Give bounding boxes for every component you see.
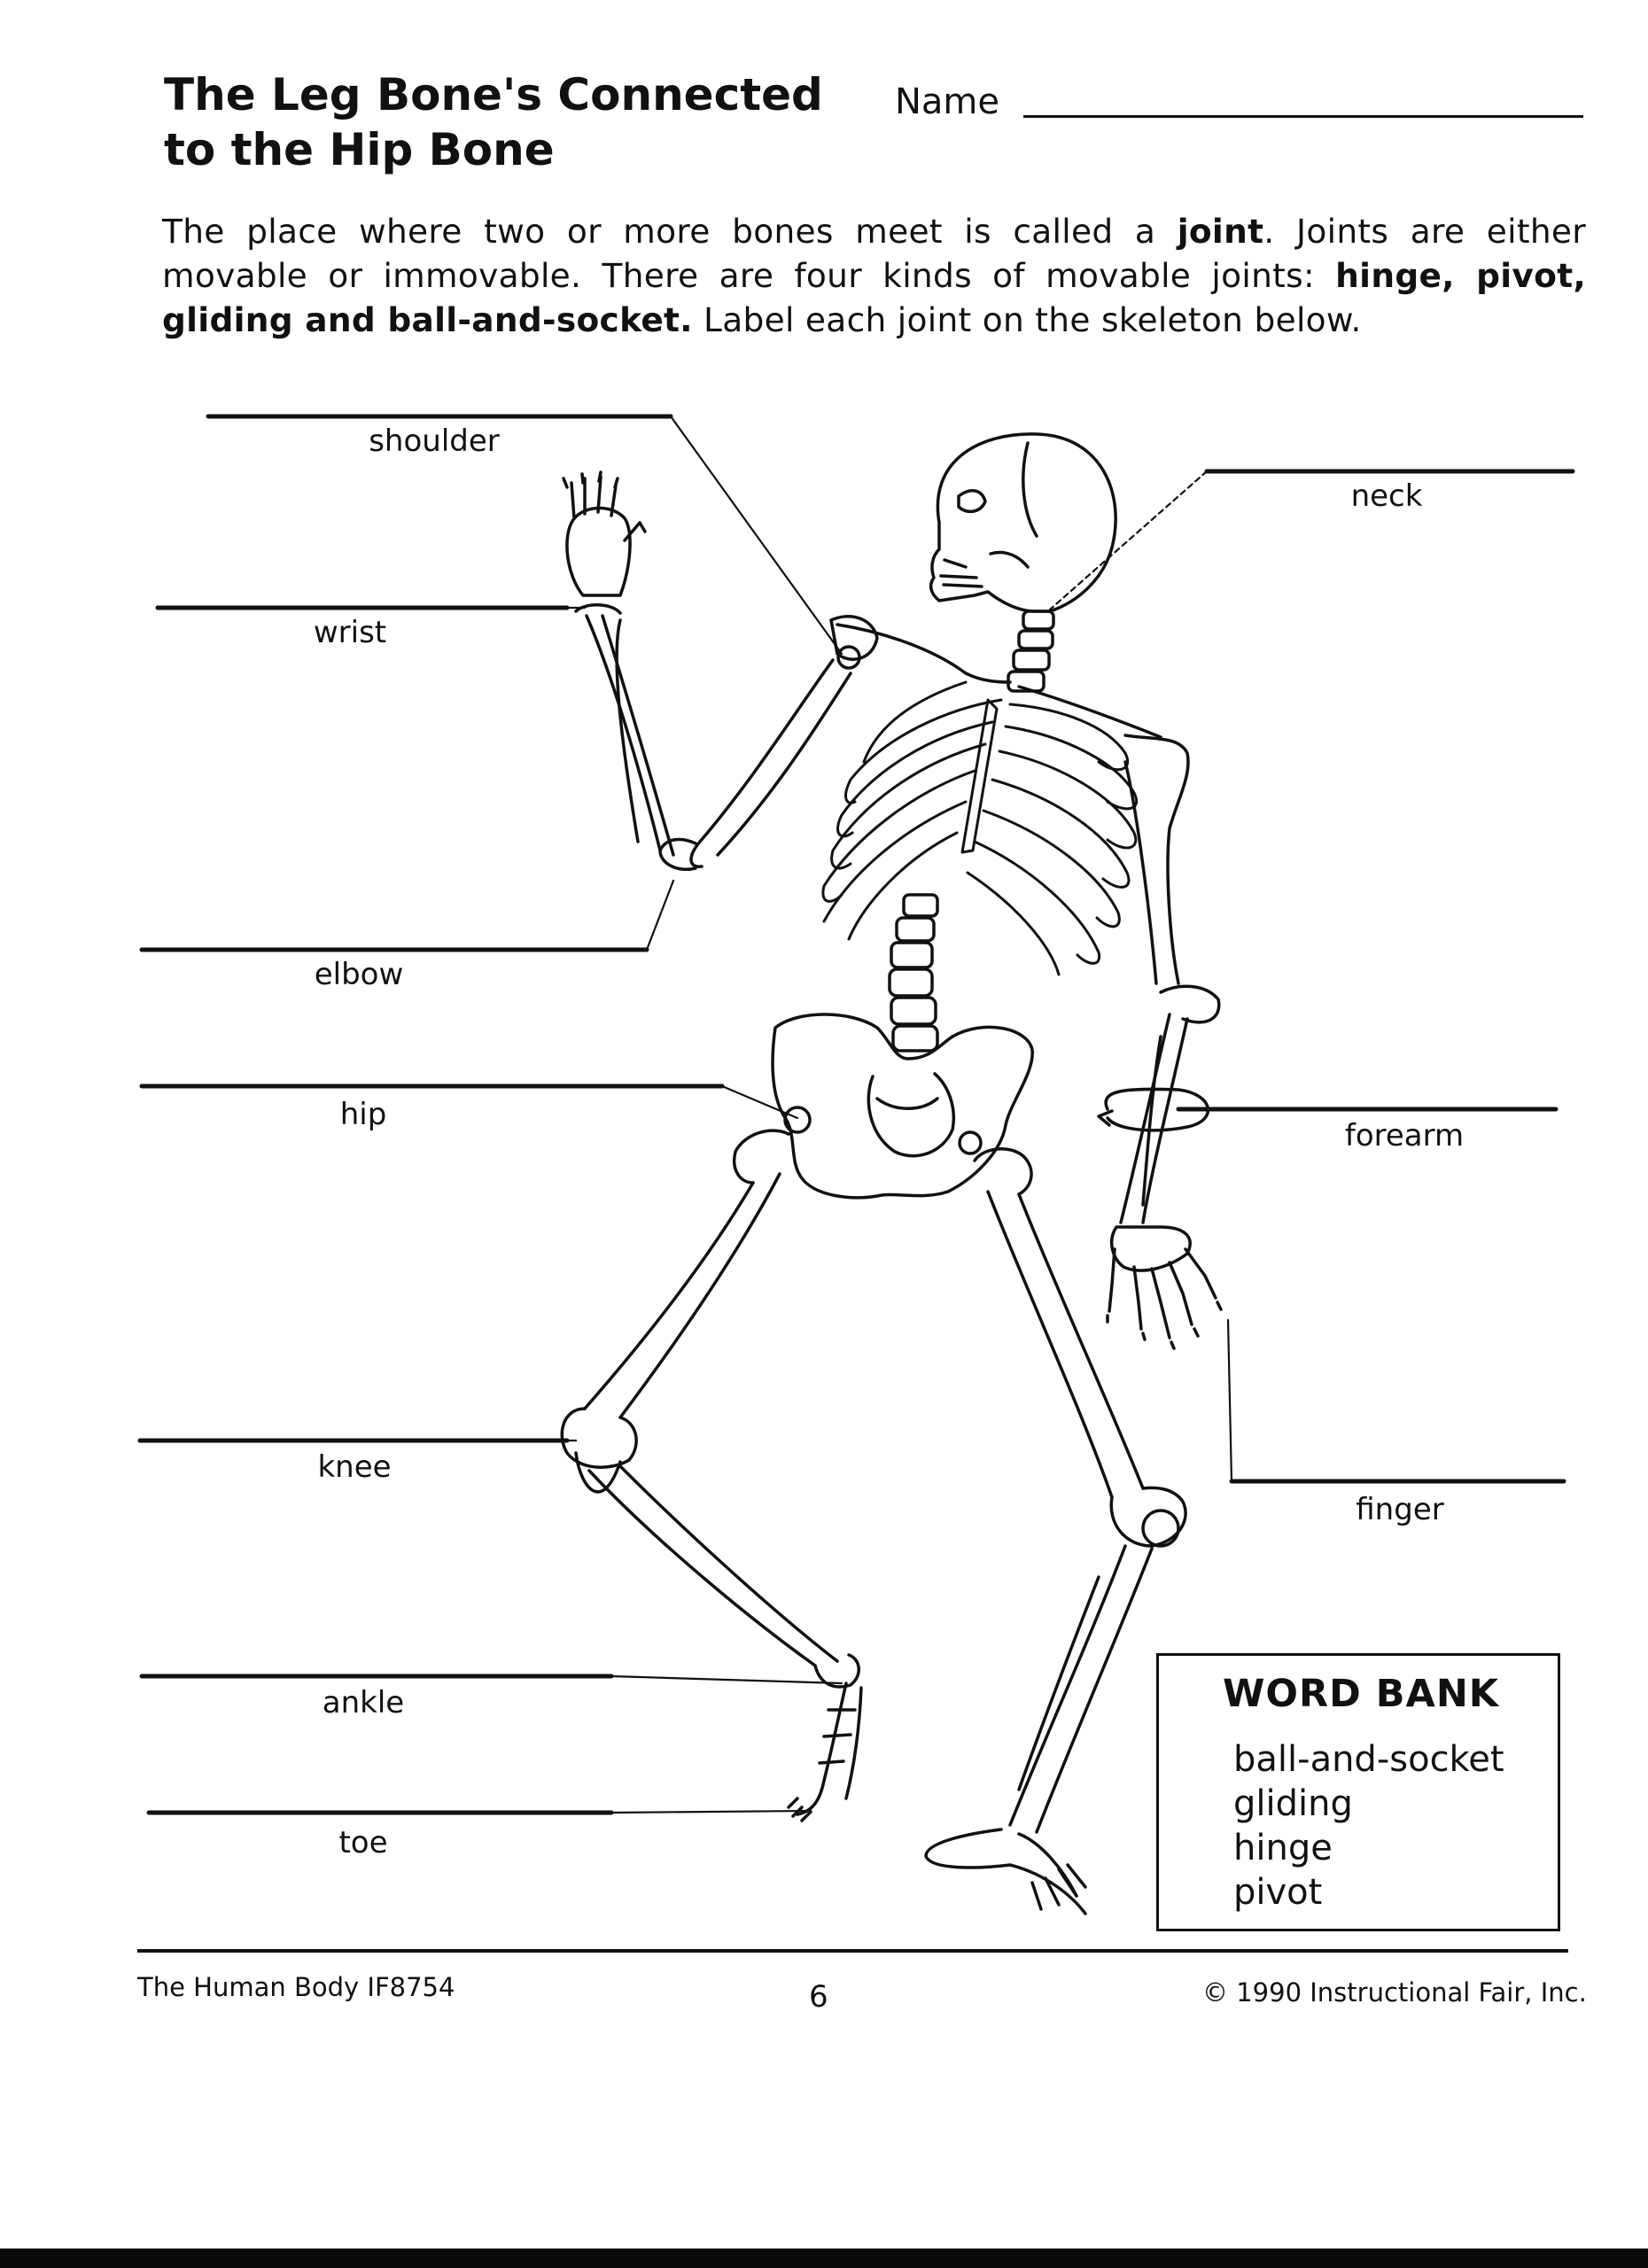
leader-toe	[611, 1811, 806, 1813]
label-shoulder: shoulder	[369, 423, 500, 459]
leader-neck	[1050, 471, 1207, 610]
leader-elbow	[647, 881, 673, 950]
footer-copyright: © 1990 Instructional Fair, Inc.	[1202, 1977, 1587, 2008]
skull-drawing	[931, 434, 1116, 611]
scan-edge-bar	[0, 2249, 1648, 2268]
leader-ankle	[611, 1676, 842, 1683]
label-finger: finger	[1356, 1492, 1444, 1527]
word-bank-item: ball-and-socket	[1233, 1739, 1504, 1780]
label-hip: hip	[339, 1097, 387, 1132]
ribcage-drawing	[823, 682, 1137, 975]
intro-text-1: The place where two or more bones meet is called a	[162, 212, 1178, 251]
word-bank-item: gliding	[1233, 1783, 1353, 1824]
intro-bold-joint: joint	[1177, 212, 1264, 251]
leader-shoulder	[671, 416, 842, 654]
page-number: 6	[809, 1979, 828, 2015]
title-line-2: to the Hip Bone	[164, 124, 555, 175]
word-bank-list	[1233, 1737, 1504, 1915]
lowered-arm-drawing	[1099, 735, 1221, 1348]
label-elbow: elbow	[314, 957, 404, 992]
intro-text-2: . Joints are either movable or immovable. There are four kinds of movable joints:	[162, 212, 1586, 295]
title-line-1: The Leg Bone's Connected	[164, 69, 823, 120]
word-bank-item: pivot	[1233, 1872, 1323, 1913]
leader-finger	[1228, 1320, 1232, 1481]
label-forearm: forearm	[1344, 1118, 1465, 1153]
label-ankle: ankle	[322, 1685, 405, 1720]
word-bank-item: hinge	[1233, 1828, 1333, 1868]
name-label: Name	[895, 82, 1000, 122]
label-toe: toe	[338, 1825, 388, 1860]
footer-book-title: The Human Body IF8754	[137, 1972, 455, 2002]
raised-arm-drawing	[564, 472, 851, 869]
bent-leg-drawing	[562, 1130, 861, 1821]
word-bank	[1156, 1653, 1560, 1931]
intro-text-3: Label each joint on the skeleton below.	[692, 300, 1362, 339]
label-wrist: wrist	[313, 615, 387, 650]
intro-bold-joint-types: hinge, pivot, gliding and ball-and-socket.	[162, 256, 1586, 339]
label-neck: neck	[1350, 478, 1423, 514]
word-bank-title: WORD BANK	[1223, 1672, 1500, 1716]
pelvis-drawing	[773, 1014, 1032, 1198]
label-knee: knee	[317, 1449, 392, 1485]
footer-divider	[137, 1949, 1568, 1953]
straight-leg-drawing	[926, 1149, 1185, 1914]
